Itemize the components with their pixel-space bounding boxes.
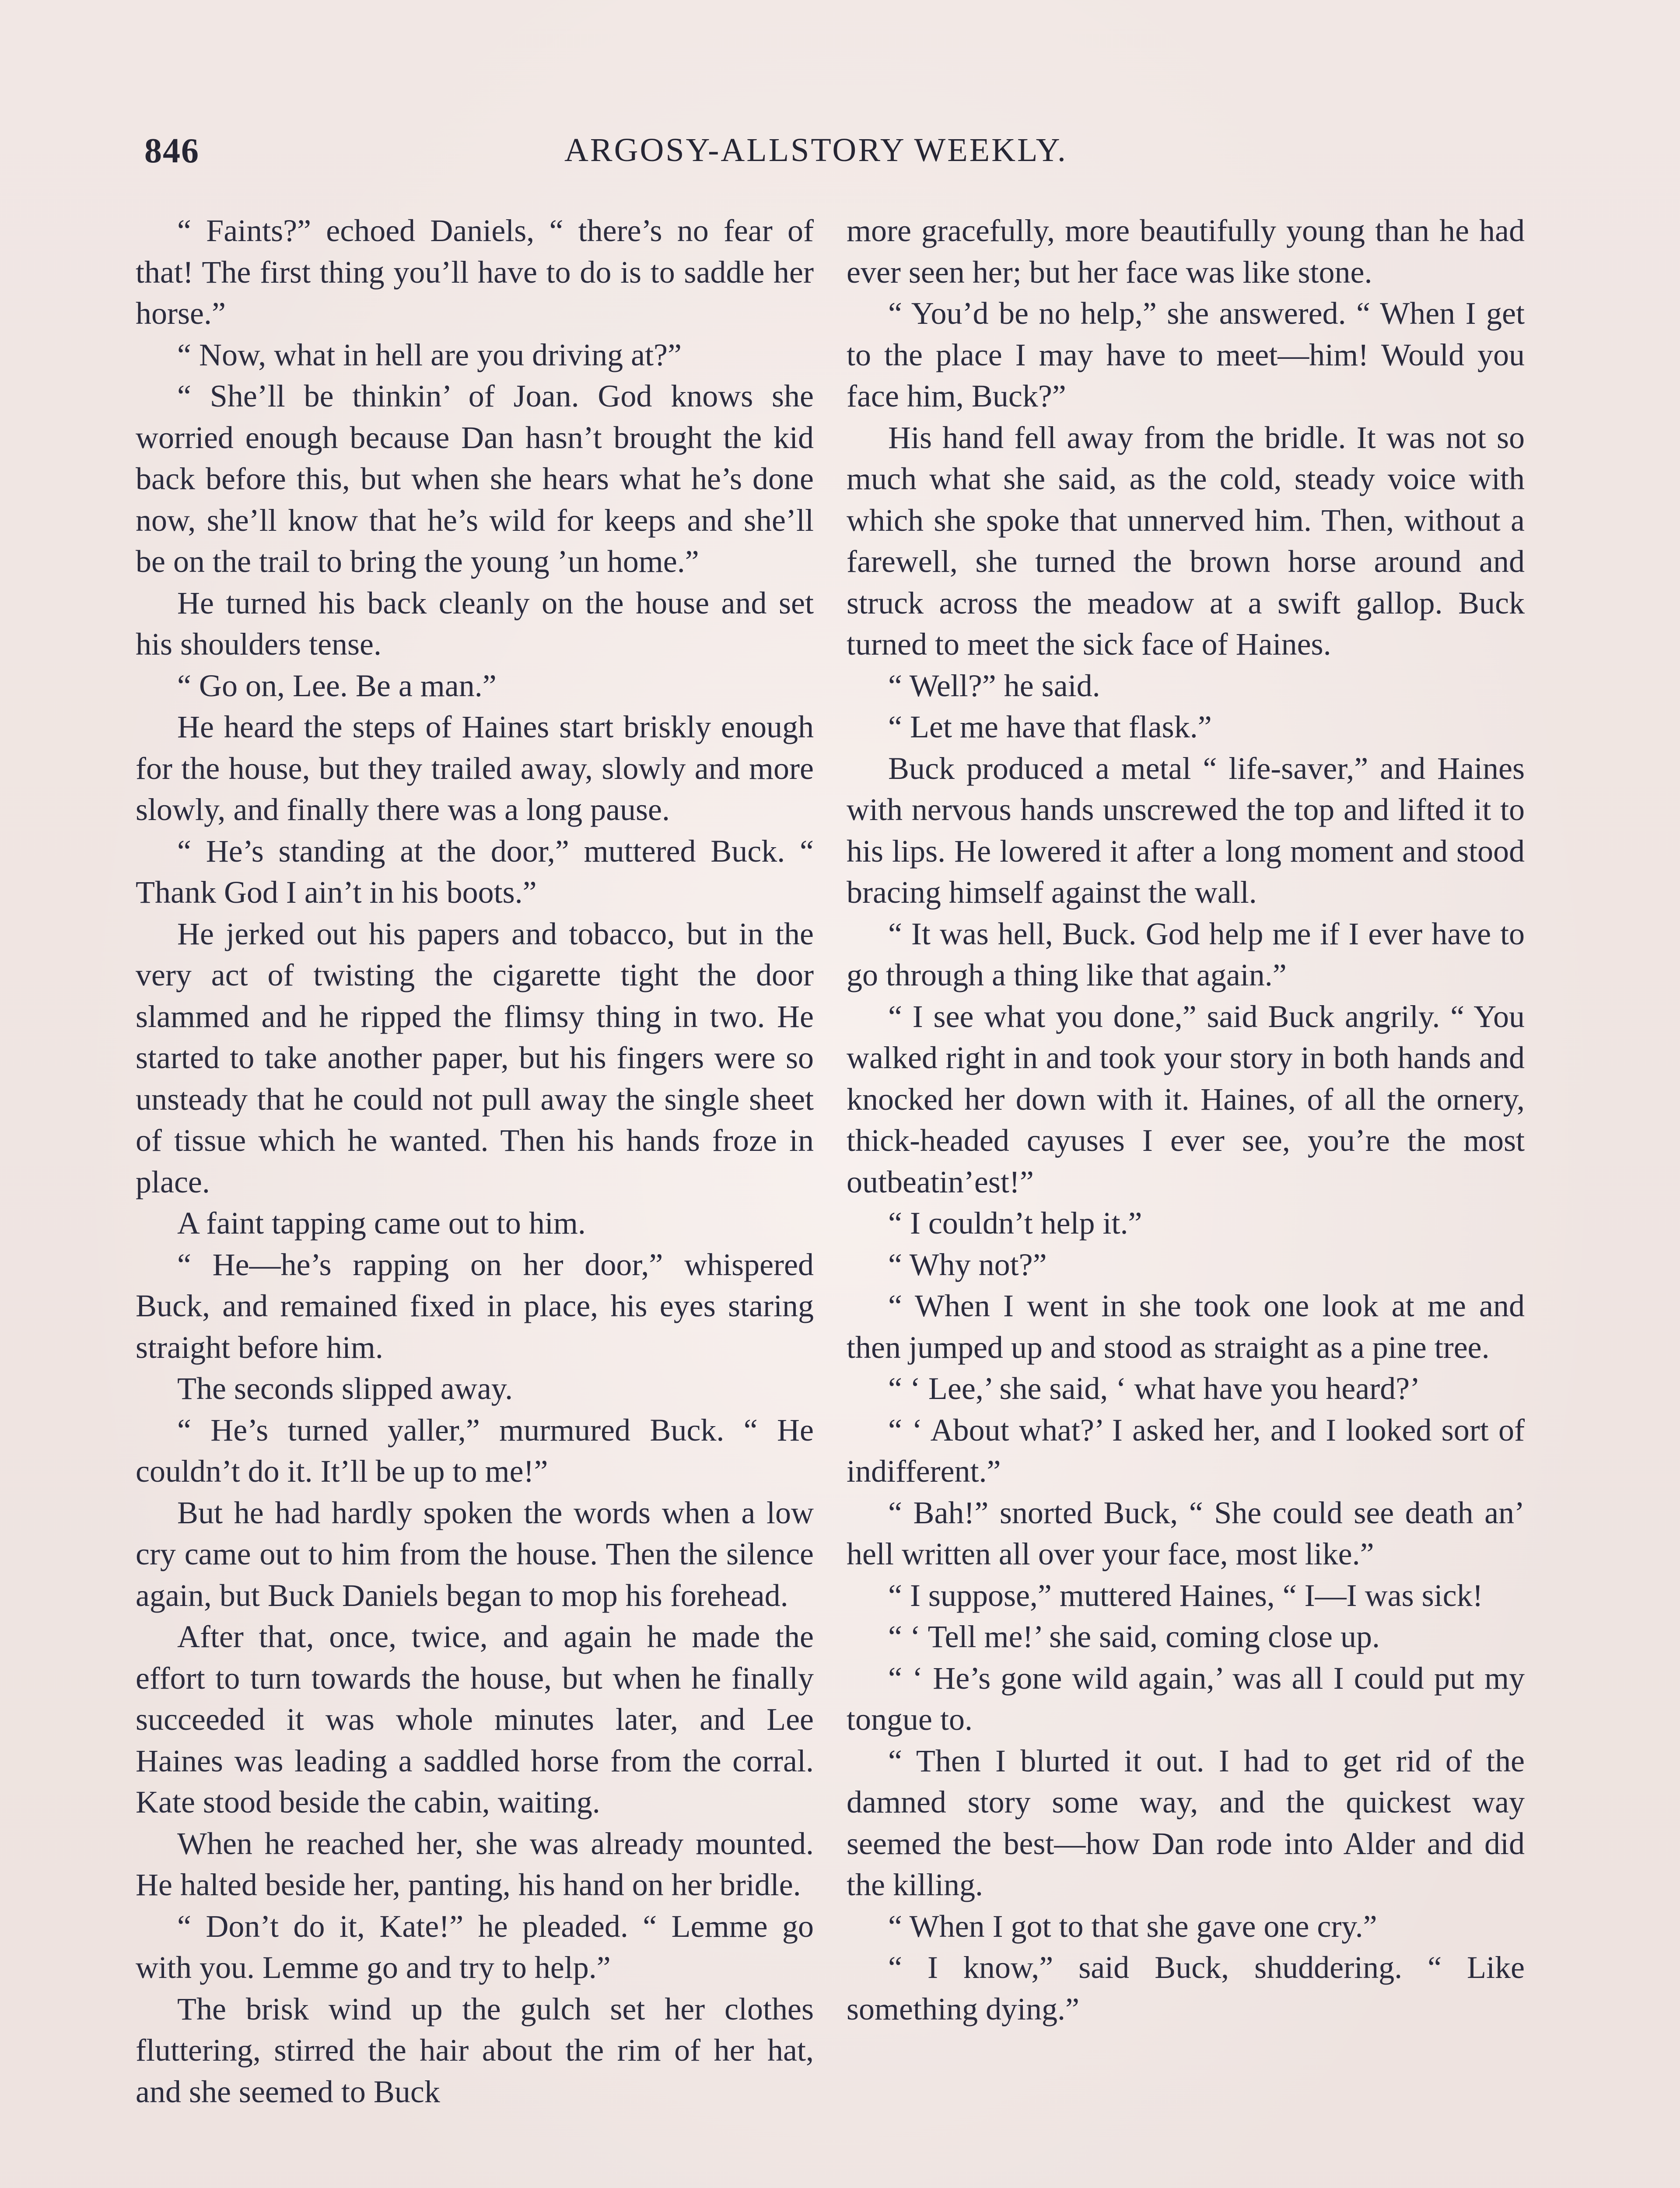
paragraph: He turned his back cleanly on the house and set his shoulders tense.: [136, 585, 814, 662]
paragraph: “ Let me have that flask.”: [888, 709, 1212, 744]
paragraph: “ I suppose,” muttered Haines, “ I—I was sick!: [888, 1578, 1483, 1613]
running-head: ARGOSY-ALLSTORY WEEKLY.: [564, 132, 1068, 168]
paragraph: The seconds slipped away.: [177, 1371, 513, 1406]
paragraph: “ Why not?”: [888, 1247, 1047, 1282]
left-text-column: [136, 210, 814, 2112]
paragraph: When he reached her, she was already mounted. He halted beside her, panting, his hand on her bridle.: [136, 1826, 814, 1902]
paragraph: “ ‘ He’s gone wild again,’ was all I could put my tongue to.: [847, 1660, 1525, 1737]
paragraph: “ ‘ Tell me!’ she said, coming close up.: [888, 1619, 1380, 1654]
paragraph: “ Then I blurted it out. I had to get rid of the damned story some way, and the quickest way seemed the best—how Dan rode into Alder and did the killing.: [847, 1743, 1525, 1902]
paragraph: “ It was hell, Buck. God help me if I ever have to go through a thing like that again.”: [847, 916, 1525, 992]
paragraph: more gracefully, more beautifully young than he had ever seen her; but her face was like stone.: [847, 213, 1525, 290]
paragraph: “ Go on, Lee. Be a man.”: [177, 668, 497, 703]
page-number: 846: [144, 132, 200, 170]
paragraph: “ Well?” he said.: [888, 668, 1100, 703]
page-header: [144, 131, 1536, 179]
paragraph: “ When I went in she took one look at me and then jumped up and stood as straight as a pine tree.: [847, 1288, 1525, 1365]
paragraph: “ ‘ About what?’ I asked her, and I looked sort of indifferent.”: [847, 1412, 1525, 1489]
paragraph: Buck produced a metal “ life-saver,” and Haines with nervous hands unscrewed the top and lifted it to his lips. He lowered it after a long moment and stood bracing himself against the wall.: [847, 750, 1525, 910]
paragraph: “ I know,” said Buck, shuddering. “ Like something dying.”: [847, 1950, 1525, 2027]
paragraph: But he had hardly spoken the words when a low cry came out to him from the house. Then the silence again, but Buck Daniels began to mop his forehead.: [136, 1495, 814, 1613]
paragraph: “ Now, what in hell are you driving at?”: [177, 337, 682, 372]
paragraph: His hand fell away from the bridle. It was not so much what she said, as the cold, steady voice with which she spoke that unnerved him. Then, without a farewell, she turned the brown horse around and struck across the meadow at a swift gallop. Buck turned to meet the sick face of Haines.: [847, 420, 1525, 662]
paragraph: A faint tapping came out to him.: [177, 1206, 586, 1241]
paragraph: “ He—he’s rapping on her door,” whispered Buck, and remained fixed in place, his eyes staring straight before him.: [136, 1247, 814, 1365]
paragraph: “ Don’t do it, Kate!” he pleaded. “ Lemme go with you. Lemme go and try to help.”: [136, 1908, 814, 1985]
paragraph: After that, once, twice, and again he made the effort to turn towards the house, but when he finally succeeded it was whole minutes later, and Lee Haines was leading a saddled horse from the corral. Kate stood beside the cabin, waiting.: [136, 1619, 814, 1820]
paragraph: “ I couldn’t help it.”: [888, 1206, 1142, 1241]
paragraph: “ ‘ Lee,’ she said, ‘ what have you heard?’: [888, 1371, 1421, 1406]
paragraph: He heard the steps of Haines start briskly enough for the house, but they trailed away, slowly and more slowly, and finally there was a long pause.: [136, 709, 814, 827]
paragraph: “ I see what you done,” said Buck angrily. “ You walked right in and took your story in both hands and knocked her down with it. Haines, of all the ornery, thick-headed cayuses I ever see, you’re the most outbeatin’est!”: [847, 999, 1525, 1199]
paragraph: “ When I got to that she gave one cry.”: [888, 1908, 1377, 1944]
paragraph: The brisk wind up the gulch set her clothes fluttering, stirred the hair about the rim of her hat, and she seemed to Buck: [136, 1991, 814, 2109]
paragraph: “ She’ll be thinkin’ of Joan. God knows she worried enough because Dan hasn’t brought the kid back before this, but when she hears what he’s done now, she’ll know that he’s wild for keeps and she’ll be on the trail to bring the young ’un home.”: [136, 379, 814, 579]
paragraph: “ Bah!” snorted Buck, “ She could see death an’ hell written all over your face, most like.”: [847, 1495, 1525, 1571]
right-text-column: [847, 210, 1525, 2030]
paragraph: “ He’s standing at the door,” muttered Buck. “ Thank God I ain’t in his boots.”: [136, 833, 814, 910]
paragraph: “ You’d be no help,” she answered. “ When I get to the place I may have to meet—him! Would you face him, Buck?”: [847, 296, 1525, 414]
paragraph: “ He’s turned yaller,” murmured Buck. “ He couldn’t do it. It’ll be up to me!”: [136, 1412, 814, 1489]
paragraph: “ Faints?” echoed Daniels, “ there’s no fear of that! The first thing you’ll have to do is to saddle her horse.”: [136, 213, 814, 331]
paragraph: He jerked out his papers and tobacco, but in the very act of twisting the cigarette tight the door slammed and he ripped the flimsy thing in two. He started to take another paper, but his fingers were so unsteady that he could not pull away the single sheet of tissue which he wanted. Then his hands froze in place.: [136, 916, 814, 1199]
